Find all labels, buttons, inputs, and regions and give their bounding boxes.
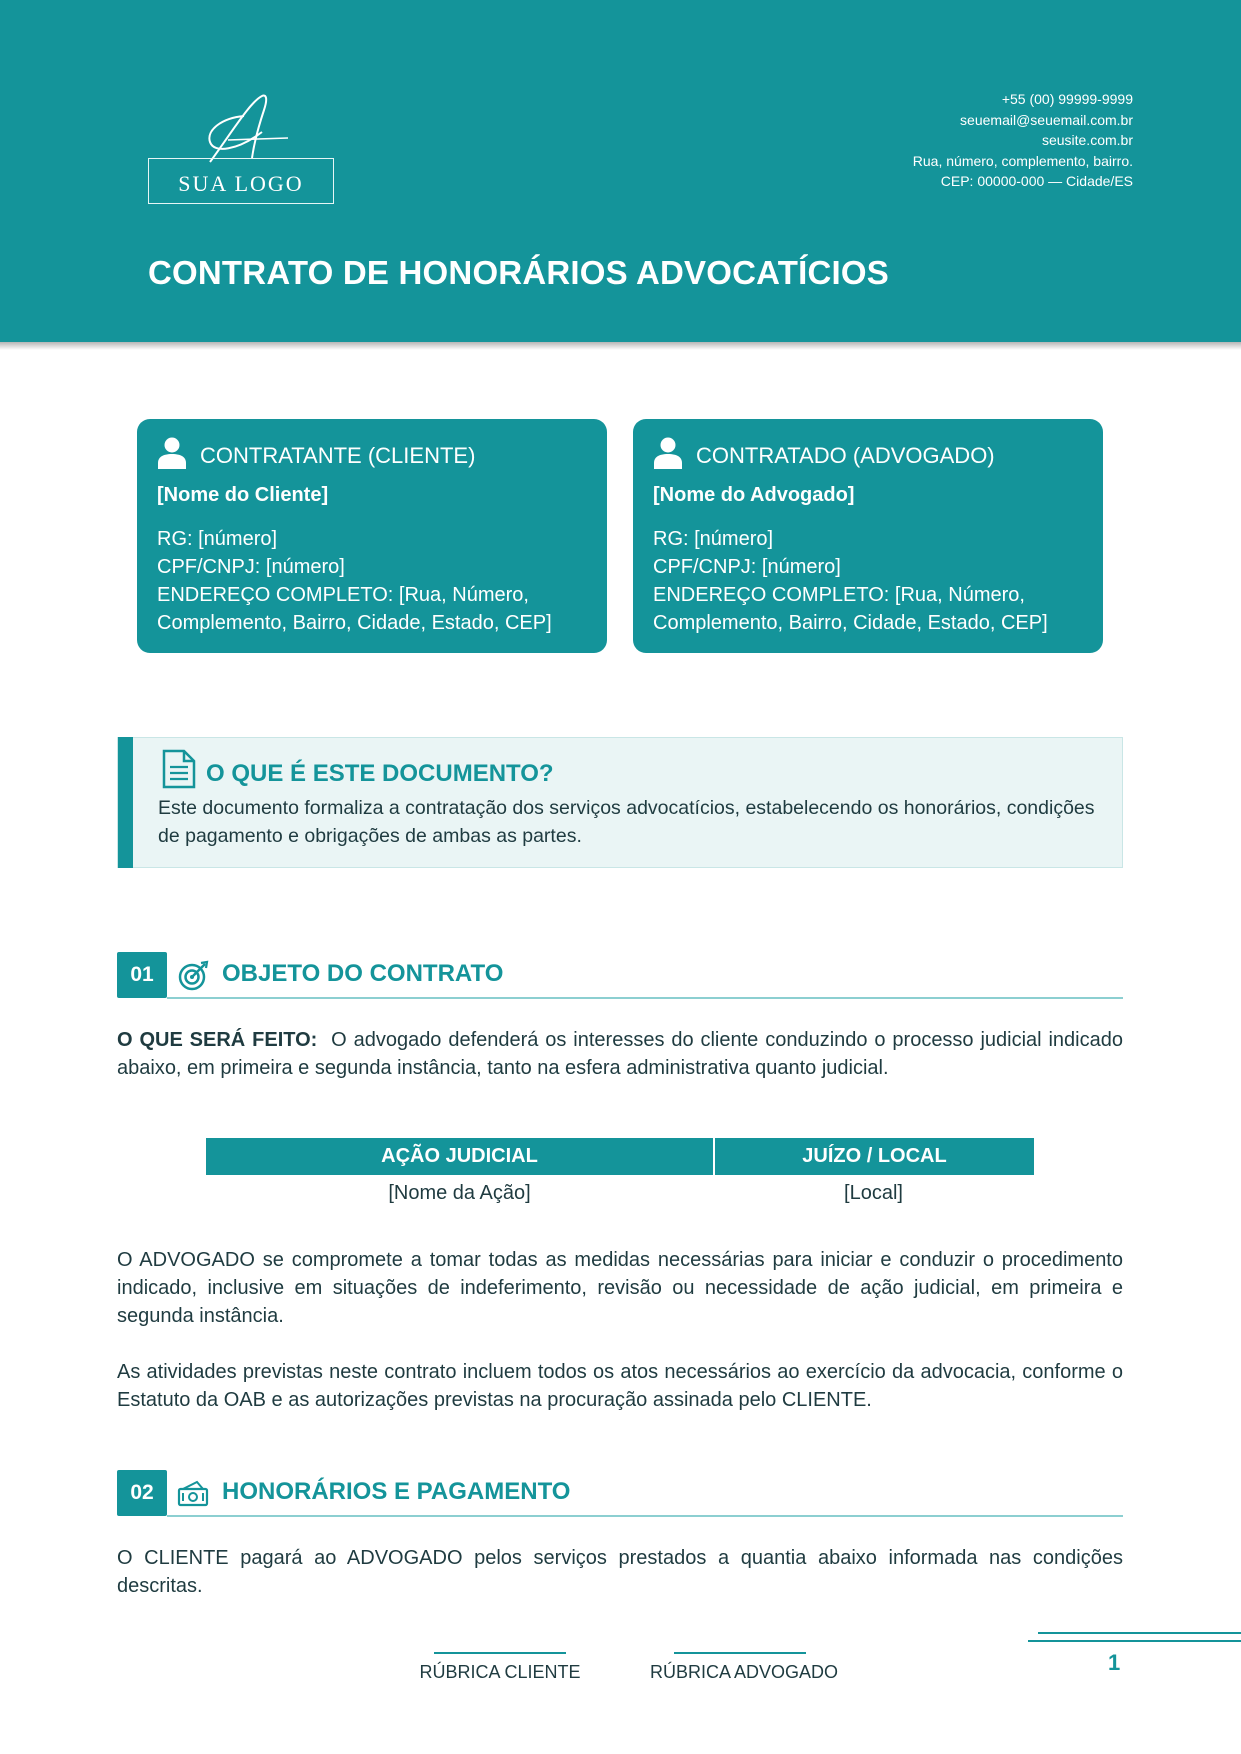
party-cpf: CPF/CNPJ: [número]: [157, 556, 345, 578]
action-table: [206, 1138, 1034, 1211]
section-01-header: [117, 952, 1123, 1000]
person-icon: [653, 437, 683, 469]
document-icon: [162, 749, 196, 789]
contact-block: [913, 89, 1133, 192]
party-cpf: CPF/CNPJ: [número]: [653, 556, 841, 578]
table-header-cell: AÇÃO JUDICIAL: [206, 1138, 713, 1175]
party-card-header: [653, 433, 995, 469]
info-title: O QUE É ESTE DOCUMENTO?: [206, 760, 554, 787]
party-rg: RG: [número]: [653, 528, 774, 550]
section-02-paragraph-1: O CLIENTE pagará ao ADVOGADO pelos serviços prestados a quantia abaixo informada nas condições descritas.: [117, 1547, 1123, 1597]
section-title: HONORÁRIOS E PAGAMENTO: [222, 1478, 571, 1505]
section-divider: [167, 1515, 1123, 1517]
party-address: ENDEREÇO COMPLETO: [Rua, Número,: [157, 584, 529, 606]
table-header-cell: JUÍZO / LOCAL: [715, 1138, 1034, 1175]
contact-phone: +55 (00) 99999-9999: [1001, 91, 1133, 107]
logo-monogram-icon: [192, 92, 292, 168]
contact-site: seusite.com.br: [1041, 132, 1133, 148]
table-header: [206, 1138, 1034, 1175]
signature-line: [434, 1652, 566, 1654]
lead-label: O QUE SERÁ FEITO:: [117, 1029, 318, 1051]
contact-cep: CEP: 00000-000 — Cidade/ES: [940, 173, 1133, 189]
party-name: [Nome do Cliente]: [157, 484, 329, 506]
party-address-cont: Complemento, Bairro, Cidade, Estado, CEP]: [157, 612, 552, 634]
logo-text: SUA LOGO: [178, 171, 304, 196]
section-number: 01: [117, 952, 167, 998]
section-01-paragraph-2: As atividades previstas neste contrato incluem todos os atos necessários ao exercício da advocacia, conforme o Estatuto da OAB e as autorizações previstas na procuração assinada pelo CLIENTE.: [117, 1361, 1123, 1411]
document-title: CONTRATO DE HONORÁRIOS ADVOCATÍCIOS: [148, 254, 889, 291]
contact-email: seuemail@seuemail.com.br: [960, 111, 1133, 128]
party-rg: RG: [número]: [157, 528, 278, 550]
signature-line: [674, 1652, 806, 1654]
section-divider: [167, 997, 1123, 999]
section-01-lead: [117, 1026, 1123, 1082]
person-icon: [157, 437, 187, 469]
section-02-header: [117, 1470, 1123, 1518]
party-name: [Nome do Advogado]: [653, 484, 855, 506]
table-cell: [Nome da Ação]: [388, 1182, 531, 1204]
party-address: ENDEREÇO COMPLETO: [Rua, Número,: [653, 584, 1025, 606]
money-icon: [177, 1478, 209, 1510]
section-number: 02: [117, 1470, 167, 1516]
table-cell: [Local]: [844, 1182, 903, 1204]
party-title: CONTRATADO (ADVOGADO): [696, 443, 995, 468]
footer-rule: [1038, 1632, 1241, 1634]
contact-address: Rua, número, complemento, bairro.: [912, 152, 1133, 169]
party-title: CONTRATANTE (CLIENTE): [200, 443, 476, 468]
party-card-client: [137, 419, 607, 653]
party-card-header: [157, 433, 475, 469]
header-band: [0, 0, 1241, 342]
info-accent-bar: [118, 737, 133, 868]
party-address-cont: Complemento, Bairro, Cidade, Estado, CEP]: [653, 612, 1048, 634]
section-01-paragraph-1: O ADVOGADO se compromete a tomar todas as medidas necessárias para iniciar e conduzir o procedimento indicado, inclusive em situações de indeferimento, revisão ou necessidade de ação judicial, em primeira e segunda instância.: [117, 1249, 1123, 1327]
info-callout: [117, 737, 1123, 868]
info-text: Este documento formaliza a contratação dos serviços advocatícios, estabelecendo os honorários, condições de pagamento e obrigações de ambas as partes.: [158, 797, 1095, 847]
rubrica-lawyer-label: RÚBRICA ADVOGADO: [650, 1661, 839, 1682]
rubrica-lawyer: [650, 1652, 839, 1683]
logo: [148, 92, 334, 204]
header-shadow: [0, 342, 1241, 350]
party-details: [157, 525, 552, 637]
table-row: [206, 1175, 1034, 1211]
rubrica-client-label: RÚBRICA CLIENTE: [419, 1661, 581, 1682]
section-title: OBJETO DO CONTRATO: [222, 960, 504, 987]
target-icon: [177, 960, 209, 992]
page-number: 1: [1108, 1650, 1121, 1675]
lead-text: O advogado defenderá os interesses do cliente conduzindo o processo judicial indicado abaixo, em primeira e segunda instância, tanto na esfera administrativa quanto judicial.: [117, 1029, 1123, 1079]
rubrica-client: [410, 1652, 590, 1683]
footer-rule: [1028, 1640, 1241, 1642]
party-details: [653, 525, 1048, 637]
party-card-lawyer: [633, 419, 1103, 653]
